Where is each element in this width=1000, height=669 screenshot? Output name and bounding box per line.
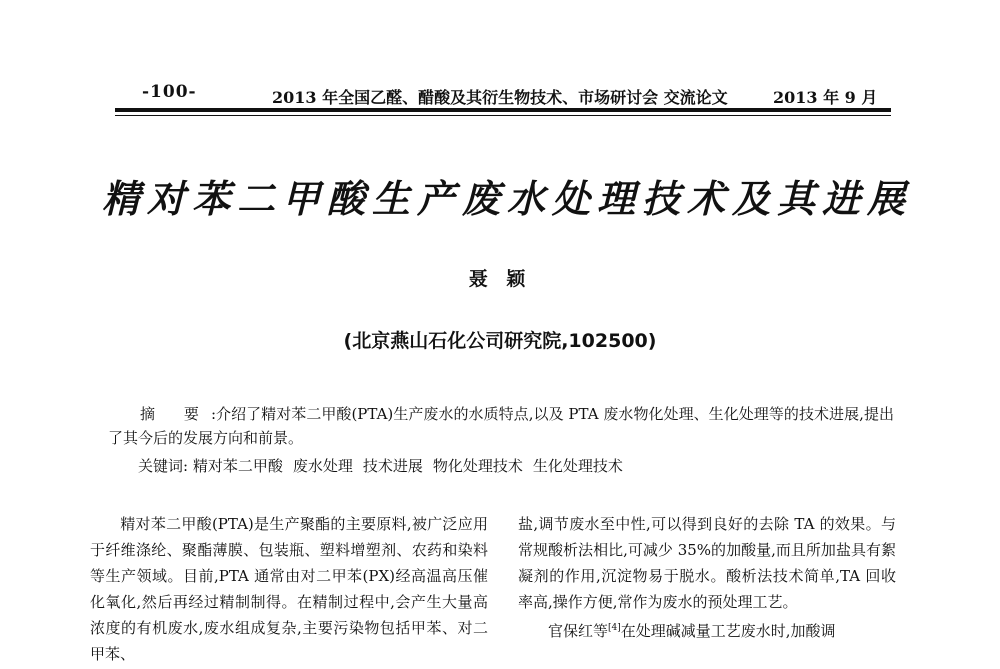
paper-title: 精对苯二甲酸生产废水处理技术及其进展 xyxy=(102,177,913,221)
author-name: 聂 颖 xyxy=(468,268,532,290)
body-right-paragraph-2 xyxy=(518,615,896,644)
page-number: -100- xyxy=(142,82,197,102)
body-right-p2-before: 官保红等 xyxy=(548,622,609,640)
keyword-item: 物化处理技术 xyxy=(432,457,523,475)
header-rule-thick xyxy=(115,108,891,112)
abstract-label: 摘 要 xyxy=(140,405,211,423)
abstract-text: :介绍了精对苯二甲酸(PTA)生产废水的水质特点,以及 PTA 废水物化处理、生化处理等的技术进展,提出了其今后的发展方向和前景。 xyxy=(108,405,894,447)
author-affiliation: (北京燕山石化公司研究院,102500) xyxy=(343,330,657,352)
keyword-item: 技术进展 xyxy=(362,457,423,475)
body-left-column xyxy=(90,511,488,667)
body-left-text: 精对苯二甲酸(PTA)是生产聚酯的主要原料,被广泛应用于纤维涤纶、聚酯薄膜、包装瓶、塑料增塑剂、农药和染料等生产领域。目前,PTA 通常由对二甲苯(PX)经高温高压催化氧化,然后再经过精制制得。在精制过程中,会产生大量高浓度的有机废水,废水组成复杂,主要污染物包括甲苯、对二甲苯、 xyxy=(90,515,488,663)
keywords xyxy=(138,455,633,476)
body-right-paragraph-1: 盐,调节废水至中性,可以得到良好的去除 TA 的效果。与常规酸析法相比,可减少 35%的加酸量,而且所加盐具有絮凝剂的作用,沉淀物易于脱水。酸析法技术简单,TA 回收率高,操作方便,常作为废水的预处理工艺。 xyxy=(518,515,896,611)
keyword-item: 生化处理技术 xyxy=(532,457,623,475)
keyword-item: 废水处理 xyxy=(292,457,353,475)
running-header-conference: 2013 年全国乙醛、醋酸及其衍生物技术、市场研讨会 交流论文 xyxy=(272,88,728,107)
abstract xyxy=(108,402,894,450)
keywords-colon: : xyxy=(183,457,189,475)
keyword-item: 精对苯二甲酸 xyxy=(192,457,283,475)
header-rule-thin xyxy=(115,115,891,116)
running-header-date: 2013 年 9 月 xyxy=(773,88,878,107)
keywords-label: 关键词 xyxy=(138,457,184,475)
citation-ref: [4] xyxy=(608,623,621,633)
body-right-p2-after: 在处理碱减量工艺废水时,加酸调 xyxy=(620,622,836,640)
body-right-column xyxy=(518,511,896,644)
